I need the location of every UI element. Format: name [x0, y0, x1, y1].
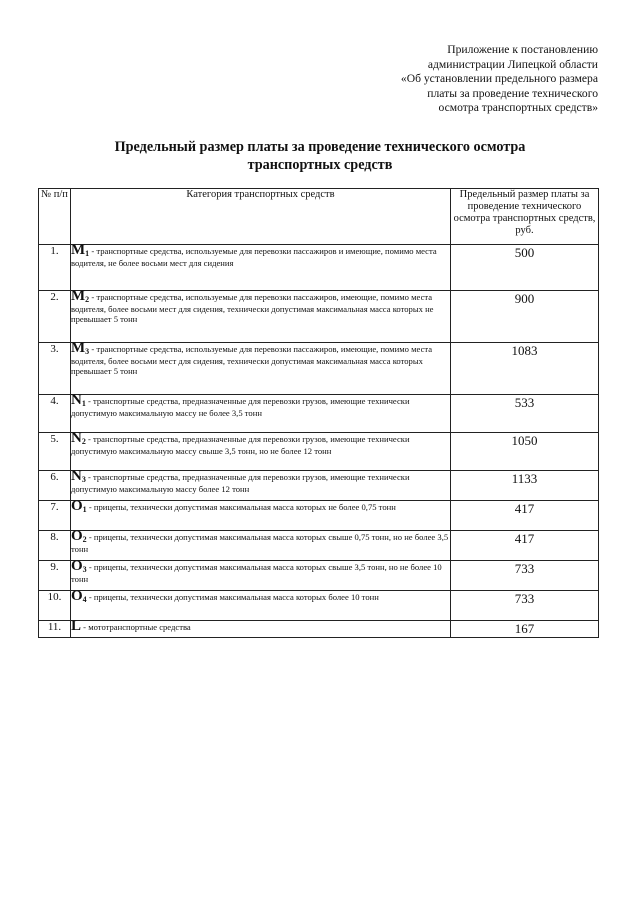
document-title-line: транспортных средств — [247, 157, 393, 173]
row-number: 9. — [39, 561, 71, 591]
category-separator: - — [89, 344, 97, 354]
category-description: прицепы, технически допустимая максимальная масса которых свыше 3,5 тонн, но не более 10 тонн — [71, 562, 442, 584]
row-fee: 1083 — [451, 343, 599, 395]
row-number: 1. — [39, 245, 71, 291]
category-separator: - — [81, 622, 89, 632]
category-description: транспортные средства, предназначенные для перевозки грузов, имеющие технически допустимую максимальную массу свыше 3,5 тонн, но не более 12 тонн — [71, 434, 410, 456]
category-code-subscript: 3 — [81, 475, 86, 484]
table-row — [39, 395, 599, 433]
row-number: 4. — [39, 395, 71, 433]
row-category — [71, 288, 451, 343]
row-category — [71, 242, 451, 291]
row-category — [71, 588, 451, 621]
category-separator: - — [89, 292, 97, 302]
table-row — [39, 471, 599, 501]
row-fee: 533 — [451, 395, 599, 433]
category-description: транспортные средства, предназначенные для перевозки грузов, имеющие технически допустимую максимальную массу более 12 тонн — [71, 472, 410, 494]
appendix-note-line: администрации Липецкой области — [427, 57, 598, 71]
fee-table — [38, 188, 599, 638]
table-row — [39, 291, 599, 343]
row-fee: 167 — [451, 621, 599, 638]
category-separator: - — [85, 434, 94, 444]
category-code-subscript: 3 — [85, 347, 90, 356]
row-category — [71, 558, 451, 591]
table-row — [39, 531, 599, 561]
appendix-note — [338, 43, 598, 116]
category-separator: - — [86, 562, 94, 572]
category-code-subscript: 4 — [82, 595, 87, 604]
row-fee: 1133 — [451, 471, 599, 501]
row-fee: 1050 — [451, 433, 599, 471]
category-code-subscript: 2 — [81, 437, 86, 446]
row-category — [71, 618, 451, 638]
category-code: M — [71, 242, 86, 258]
category-code: O — [71, 588, 83, 604]
row-category — [71, 430, 451, 471]
category-code: M — [71, 340, 86, 356]
row-fee: 733 — [451, 591, 599, 621]
category-separator: - — [86, 592, 94, 602]
category-code-subscript: 1 — [82, 505, 87, 514]
header-fee: Предельный размер платы за проведение технического осмотра транспортных средств, руб. — [451, 189, 599, 245]
category-code: O — [71, 498, 83, 514]
document-title — [60, 138, 580, 174]
category-description: мототранспортные средства — [88, 622, 191, 632]
appendix-note-line: «Об установлении предельного размера — [400, 72, 598, 85]
row-category — [71, 340, 451, 395]
table-header-row — [39, 189, 599, 245]
row-fee: 900 — [451, 291, 599, 343]
row-number: 3. — [39, 343, 71, 395]
row-category — [71, 528, 451, 561]
table-row — [39, 591, 599, 621]
category-description: транспортные средства, используемые для перевозки пассажиров, имеющие, помимо места водителя, более восьми мест для сидения, технически допустимая максимальная масса которых не превышает 5 тонн — [71, 292, 434, 325]
category-description: прицепы, технически допустимая максимальная масса которых более 10 тонн — [93, 592, 379, 602]
row-category — [71, 468, 451, 501]
table-body — [39, 242, 599, 638]
appendix-note-line: платы за проведение технического — [427, 86, 598, 100]
table-row — [39, 561, 599, 591]
category-separator: - — [89, 246, 97, 256]
category-code: N — [71, 468, 82, 484]
header-number: № п/п — [39, 189, 71, 245]
table-row — [39, 433, 599, 471]
category-code: O — [71, 528, 83, 544]
category-description: транспортные средства, предназначенные для перевозки грузов, имеющие технически допустимую максимальную массу не более 3,5 тонн — [71, 396, 410, 418]
category-code: M — [71, 288, 86, 304]
header-category: Категория транспортных средств — [71, 189, 451, 245]
category-separator: - — [85, 472, 94, 482]
row-number: 6. — [39, 471, 71, 501]
category-code: N — [71, 392, 82, 408]
category-code-subscript: 1 — [85, 249, 90, 258]
row-number: 8. — [39, 531, 71, 561]
category-separator: - — [86, 502, 94, 512]
appendix-note-line: Приложение к постановлению — [447, 43, 598, 56]
category-description: прицепы, технически допустимая максимальная масса которых свыше 0,75 тонн, но не более 3,5 тонн — [71, 532, 449, 554]
table-row — [39, 621, 599, 638]
row-number: 11. — [39, 621, 71, 638]
row-category — [71, 392, 451, 433]
row-number: 5. — [39, 433, 71, 471]
row-number: 10. — [39, 591, 71, 621]
row-category — [71, 498, 451, 531]
category-code-subscript: 2 — [85, 295, 90, 304]
category-code-subscript: 2 — [82, 535, 87, 544]
table-row — [39, 245, 599, 291]
category-code: O — [71, 558, 83, 574]
row-fee: 500 — [451, 245, 599, 291]
category-description: прицепы, технически допустимая максимальная масса которых не более 0,75 тонн — [93, 502, 396, 512]
appendix-note-line: осмотра транспортных средств» — [438, 101, 598, 114]
category-code-subscript: 3 — [82, 565, 87, 574]
row-number: 2. — [39, 291, 71, 343]
document-title-line: Предельный размер платы за проведение технического осмотра — [114, 139, 526, 155]
category-separator: - — [86, 532, 94, 542]
category-description: транспортные средства, используемые для перевозки пассажиров, имеющие, помимо места водителя, более восьми мест для сидения, технически допустимая максимальная масса которых превышает 5 тонн — [71, 344, 433, 377]
category-separator: - — [85, 396, 94, 406]
category-code: N — [71, 430, 82, 446]
row-fee: 733 — [451, 561, 599, 591]
category-code-subscript: 1 — [81, 399, 86, 408]
row-fee: 417 — [451, 531, 599, 561]
table-row — [39, 343, 599, 395]
table-row — [39, 501, 599, 531]
row-number: 7. — [39, 501, 71, 531]
row-fee: 417 — [451, 501, 599, 531]
category-code: L — [71, 618, 82, 634]
category-description: транспортные средства, используемые для перевозки пассажиров и имеющие, помимо места водителя, не более восьми мест для сидения — [71, 246, 437, 268]
